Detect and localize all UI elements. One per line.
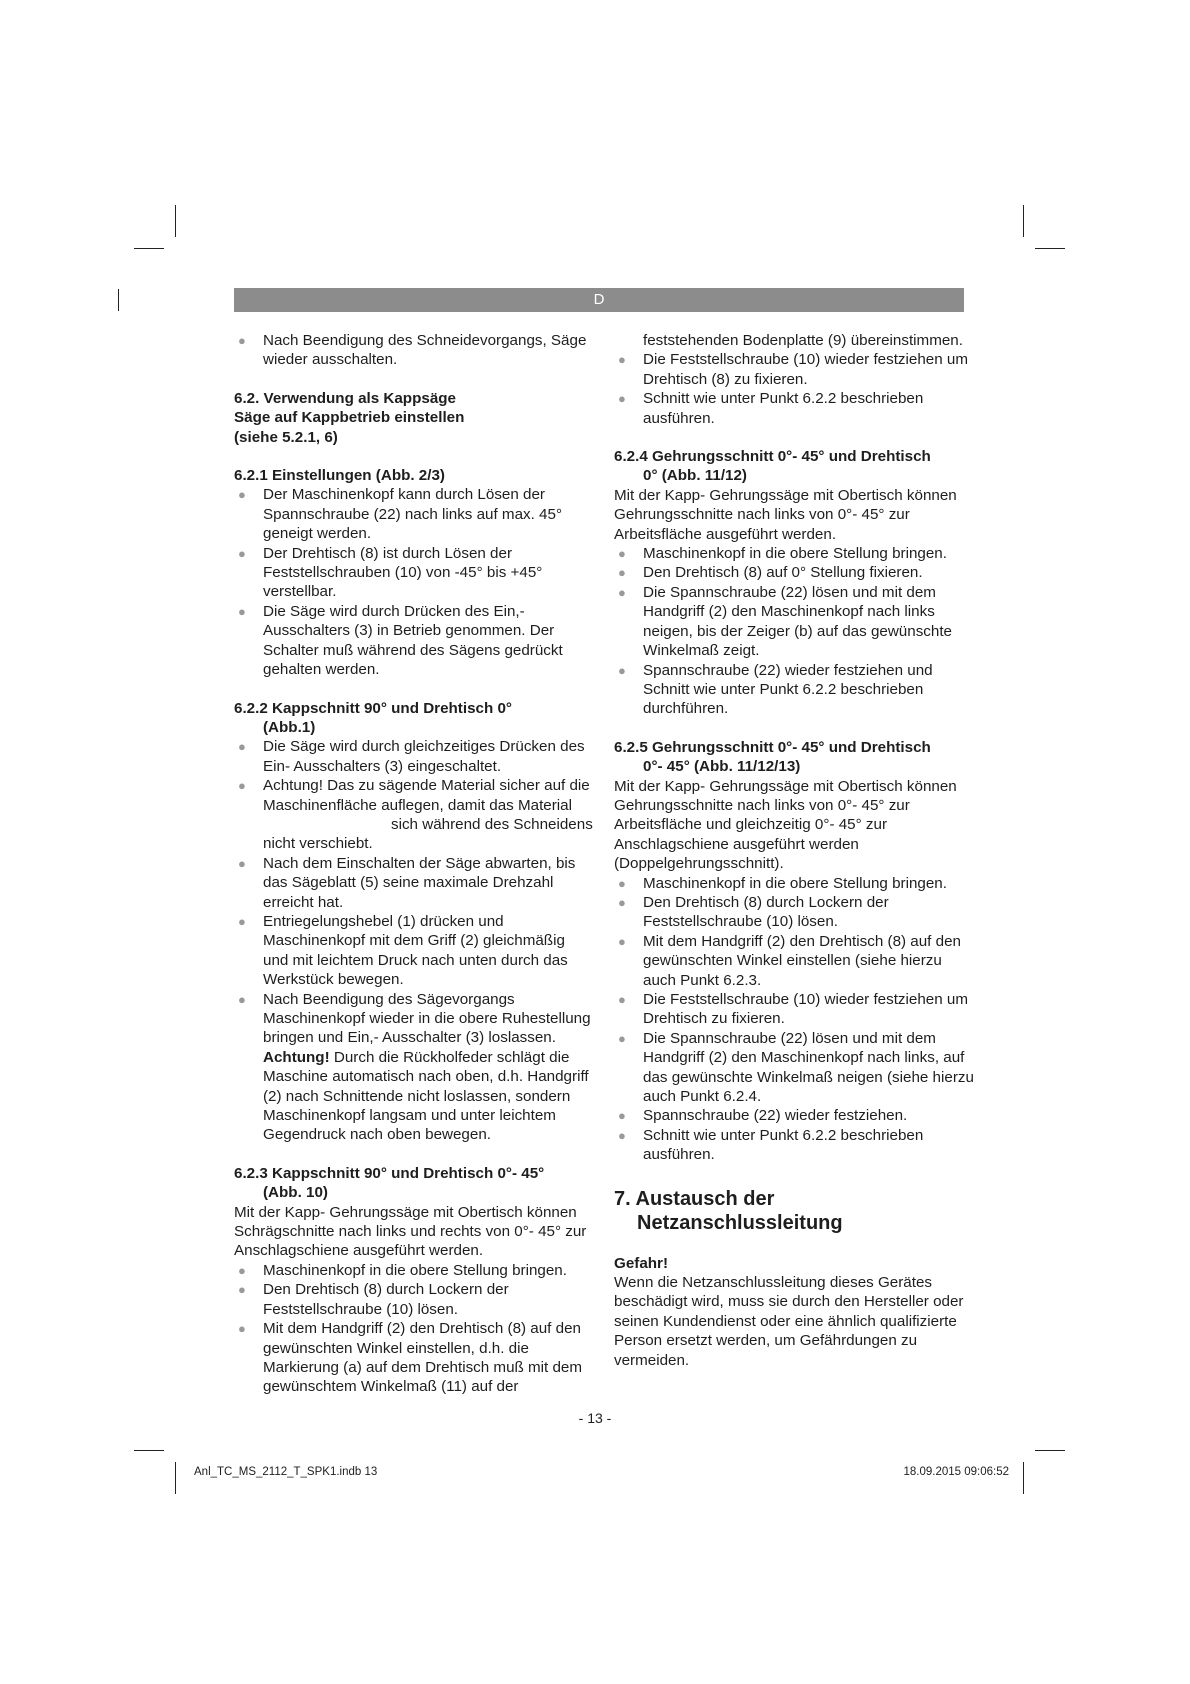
- paragraph: Mit der Kapp- Gehrungssäge mit Obertisch können Gehrungsschnitte nach links von 0°- 45° zur Arbeitsfläche und gleichzeitig 0°- 45° zur Anschlagschiene ausgeführt werden (Doppelgehrungsschnitt).: [614, 777, 957, 873]
- bullet-icon: ●: [238, 991, 246, 1007]
- list-item: [234, 737, 594, 776]
- list-item-text: Schnitt wie unter Punkt 6.2.2 beschrieben ausführen.: [643, 390, 924, 427]
- bullet-icon: ●: [238, 1262, 246, 1278]
- section-heading: [234, 389, 594, 447]
- list-item: [614, 1106, 974, 1125]
- section-heading: 6.2.1 Einstellungen (Abb. 2/3): [234, 467, 445, 485]
- list-item: [614, 874, 974, 893]
- crop-mark: [1023, 205, 1024, 237]
- list-item-text: Den Drehtisch (8) durch Lockern der Feststellschraube (10) lösen.: [263, 1281, 509, 1318]
- heading-line: (siehe 5.2.1, 6): [234, 428, 338, 446]
- bullet-icon: ●: [618, 391, 626, 407]
- bullet-icon: ●: [238, 487, 246, 503]
- bullet-icon: ●: [618, 352, 626, 368]
- danger-heading: Gefahr!: [614, 1254, 669, 1272]
- list-item: [614, 893, 974, 932]
- bullet-icon: ●: [618, 992, 626, 1007]
- heading-line: 6.2. Verwendung als Kappsäge: [234, 389, 456, 407]
- list-item-text: Die Säge wird durch gleichzeitiges Drücken des Ein- Ausschalters (3) eingeschaltet.: [263, 738, 585, 775]
- section-heading: [614, 738, 974, 777]
- list-item: [234, 1280, 594, 1319]
- left-column: [234, 331, 594, 1397]
- bullet-icon: ●: [238, 1321, 246, 1337]
- section-heading: [614, 447, 974, 486]
- list-item-text: Nach Beendigung des Sägevorgangs Maschinenkopf wieder in die obere Ruhestellung bringen und Ein,- Ausschalter (3) loslassen.: [263, 990, 591, 1047]
- list-item-text: Der Drehtisch (8) ist durch Lösen der Feststellschrauben (10) von -45° bis +45° verstellbar.: [263, 544, 543, 601]
- list-item: [614, 1029, 974, 1107]
- heading-line: (Abb. 10): [263, 1184, 328, 1202]
- crop-mark: [175, 1462, 176, 1494]
- list-item: [234, 854, 594, 912]
- list-item: [614, 932, 974, 990]
- language-header-bar: [234, 288, 964, 312]
- bullet-icon: ●: [618, 584, 626, 600]
- language-label: D: [593, 291, 605, 308]
- bullet-icon: ●: [238, 739, 246, 755]
- paragraph: Mit der Kapp- Gehrungssäge mit Obertisch können Gehrungsschnitte nach links von 0°- 45° zur Arbeitsfläche ausgeführt werden.: [614, 486, 957, 543]
- heading-line: 6.2.5 Gehrungsschnitt 0°- 45° und Drehtisch: [614, 738, 931, 756]
- crop-mark: [1035, 1450, 1065, 1451]
- bullet-icon: ●: [618, 1127, 626, 1143]
- list-item-text: Spannschraube (22) wieder festziehen.: [643, 1107, 908, 1125]
- chapter-heading: [614, 1187, 974, 1235]
- list-item: [614, 563, 974, 582]
- list-item: [234, 544, 594, 602]
- crop-mark: [118, 289, 119, 311]
- footer-timestamp: 18.09.2015 09:06:52: [903, 1466, 1009, 1478]
- right-column: [614, 331, 974, 1370]
- section-heading: [234, 699, 594, 738]
- list-item-text: Maschinenkopf in die obere Stellung bringen.: [263, 1261, 567, 1279]
- list-item-text: Der Maschinenkopf kann durch Lösen der Spannschraube (22) nach links auf max. 45° geneigt werden.: [263, 486, 563, 543]
- list-item: [614, 544, 974, 563]
- list-item-text: Den Drehtisch (8) durch Lockern der Feststellschraube (10) lösen.: [643, 893, 889, 931]
- bullet-icon: ●: [238, 855, 246, 871]
- list-item: [614, 389, 974, 428]
- list-item-text: Die Feststellschraube (10) wieder festziehen um Drehtisch zu fixieren.: [643, 991, 968, 1028]
- heading-line: Säge auf Kappbetrieb einstellen: [234, 409, 465, 427]
- page-number: - 13 -: [578, 1410, 612, 1426]
- bullet-icon: ●: [618, 662, 626, 678]
- list-item: [234, 602, 594, 680]
- crop-mark: [1023, 1462, 1024, 1494]
- list-item-text: Mit dem Handgriff (2) den Drehtisch (8) auf den gewünschten Winkel einstellen (siehe hierzu auch Punkt 6.2.3.: [643, 932, 961, 989]
- bullet-icon: ●: [618, 1030, 626, 1046]
- list-item-text: Die Säge wird durch Drücken des Ein,- Ausschalters (3) in Betrieb genommen. Der Schalter muß während des Sägens gedrückt gehalten werden.: [263, 602, 563, 679]
- list-item: [234, 1261, 594, 1280]
- list-item: [234, 331, 594, 370]
- list-item-text: Schnitt wie unter Punkt 6.2.2 beschrieben ausführen.: [643, 1126, 924, 1164]
- warning-label: Achtung!: [263, 1048, 330, 1066]
- list-item-text: Durch die Rückholfeder schlägt die Maschine automatisch nach oben, d.h. Handgriff (2) nach Schnittende nicht loslassen, sondern Maschinenkopf langsam und unter leichtem Gegendruck nach oben bewegen.: [263, 1048, 589, 1144]
- list-item: [234, 990, 594, 1145]
- heading-line: 7. Austausch der: [614, 1187, 775, 1210]
- section-heading: [234, 1164, 594, 1203]
- list-item-text: Nach dem Einschalten der Säge abwarten, bis das Sägeblatt (5) seine maximale Drehzahl erreicht hat.: [263, 854, 576, 911]
- bullet-icon: ●: [618, 546, 626, 562]
- list-item: [234, 1319, 594, 1397]
- list-item-text: Achtung! Das zu sägende Material sicher auf die Maschinenfläche auflegen, damit das Material: [263, 777, 590, 814]
- paragraph: Wenn die Netzanschlussleitung dieses Gerätes beschädigt wird, muss sie durch den Hersteller oder seinen Kundendienst oder eine ähnlich qualifizierte Person ersetzt werden, um Gefährdungen zu vermeiden.: [614, 1274, 964, 1369]
- list-item-text: Maschinenkopf in die obere Stellung bringen.: [643, 874, 947, 892]
- bullet-icon: ●: [238, 1282, 246, 1298]
- bullet-icon: ●: [618, 1108, 626, 1124]
- bullet-icon: ●: [618, 933, 626, 949]
- list-item: [614, 1126, 974, 1165]
- list-item-text: Die Spannschraube (22) lösen und mit dem Handgriff (2) den Maschinenkopf nach links, auf das gewünschte Winkelmaß neigen (siehe hierzu auch Punkt 6.2.4.: [643, 1029, 974, 1106]
- list-item: [614, 990, 974, 1029]
- heading-line: 6.2.2 Kappschnitt 90° und Drehtisch 0°: [234, 699, 512, 717]
- heading-line: (Abb.1): [263, 718, 316, 736]
- list-item-text: Nach Beendigung des Schneidevorgangs, Säge wieder ausschalten.: [263, 332, 587, 369]
- heading-line: 0° (Abb. 11/12): [643, 467, 747, 485]
- list-item-text: Spannschraube (22) wieder festziehen und Schnitt wie unter Punkt 6.2.2 beschrieben durchführen.: [643, 661, 933, 718]
- list-item-text: Die Spannschraube (22) lösen und mit dem Handgriff (2) den Maschinenkopf nach links neigen, bis der Zeiger (b) auf das gewünschte Winkelmaß zeigt.: [643, 583, 952, 660]
- heading-line: 0°- 45° (Abb. 11/12/13): [643, 758, 801, 776]
- list-item-text: Maschinenkopf in die obere Stellung bringen.: [643, 545, 947, 563]
- bullet-icon: ●: [618, 894, 626, 910]
- crop-mark: [134, 248, 164, 249]
- continued-text: feststehenden Bodenplatte (9) übereinstimmen.: [643, 332, 963, 349]
- list-item-text: Entriegelungshebel (1) drücken und Maschinenkopf mit dem Griff (2) gleichmäßig und mit leichtem Druck nach unten durch das Werkstück bewegen.: [263, 912, 568, 989]
- list-item-text: Die Feststellschraube (10) wieder festziehen um Drehtisch (8) zu fixieren.: [643, 351, 968, 388]
- list-item: [614, 350, 974, 389]
- list-item: [234, 776, 594, 854]
- footer-file: Anl_TC_MS_2112_T_SPK1.indb 13: [194, 1466, 378, 1478]
- list-item: [614, 661, 974, 719]
- list-item-text: sich während des Schneidens nicht verschiebt.: [263, 815, 593, 853]
- paragraph: Mit der Kapp- Gehrungssäge mit Obertisch können Schrägschnitte nach links und rechts von 0°- 45° zur Anschlagschiene ausgeführt werden.: [234, 1203, 587, 1260]
- list-item-text: Mit dem Handgriff (2) den Drehtisch (8) auf den gewünschten Winkel einstellen, d.h. die Markierung (a) auf dem Drehtisch muß mit dem gewünschtem Winkelmaß (11) auf der: [263, 1320, 583, 1396]
- heading-line: 6.2.4 Gehrungsschnitt 0°- 45° und Drehtisch: [614, 448, 931, 466]
- bullet-icon: ●: [238, 545, 246, 561]
- bullet-icon: ●: [238, 333, 246, 348]
- heading-line: 6.2.3 Kappschnitt 90° und Drehtisch 0°- 45°: [234, 1164, 545, 1182]
- crop-mark: [175, 205, 176, 237]
- bullet-icon: ●: [618, 565, 626, 581]
- list-item: [234, 912, 594, 990]
- bullet-icon: ●: [238, 778, 246, 794]
- list-item: [234, 485, 594, 543]
- crop-mark: [134, 1450, 164, 1451]
- heading-line: Netzanschlussleitung: [637, 1211, 843, 1234]
- list-item: [614, 583, 974, 661]
- list-item-text: Den Drehtisch (8) auf 0° Stellung fixieren.: [643, 564, 923, 582]
- bullet-icon: ●: [618, 875, 626, 891]
- bullet-icon: ●: [238, 603, 246, 619]
- crop-mark: [1035, 248, 1065, 249]
- bullet-icon: ●: [238, 913, 246, 929]
